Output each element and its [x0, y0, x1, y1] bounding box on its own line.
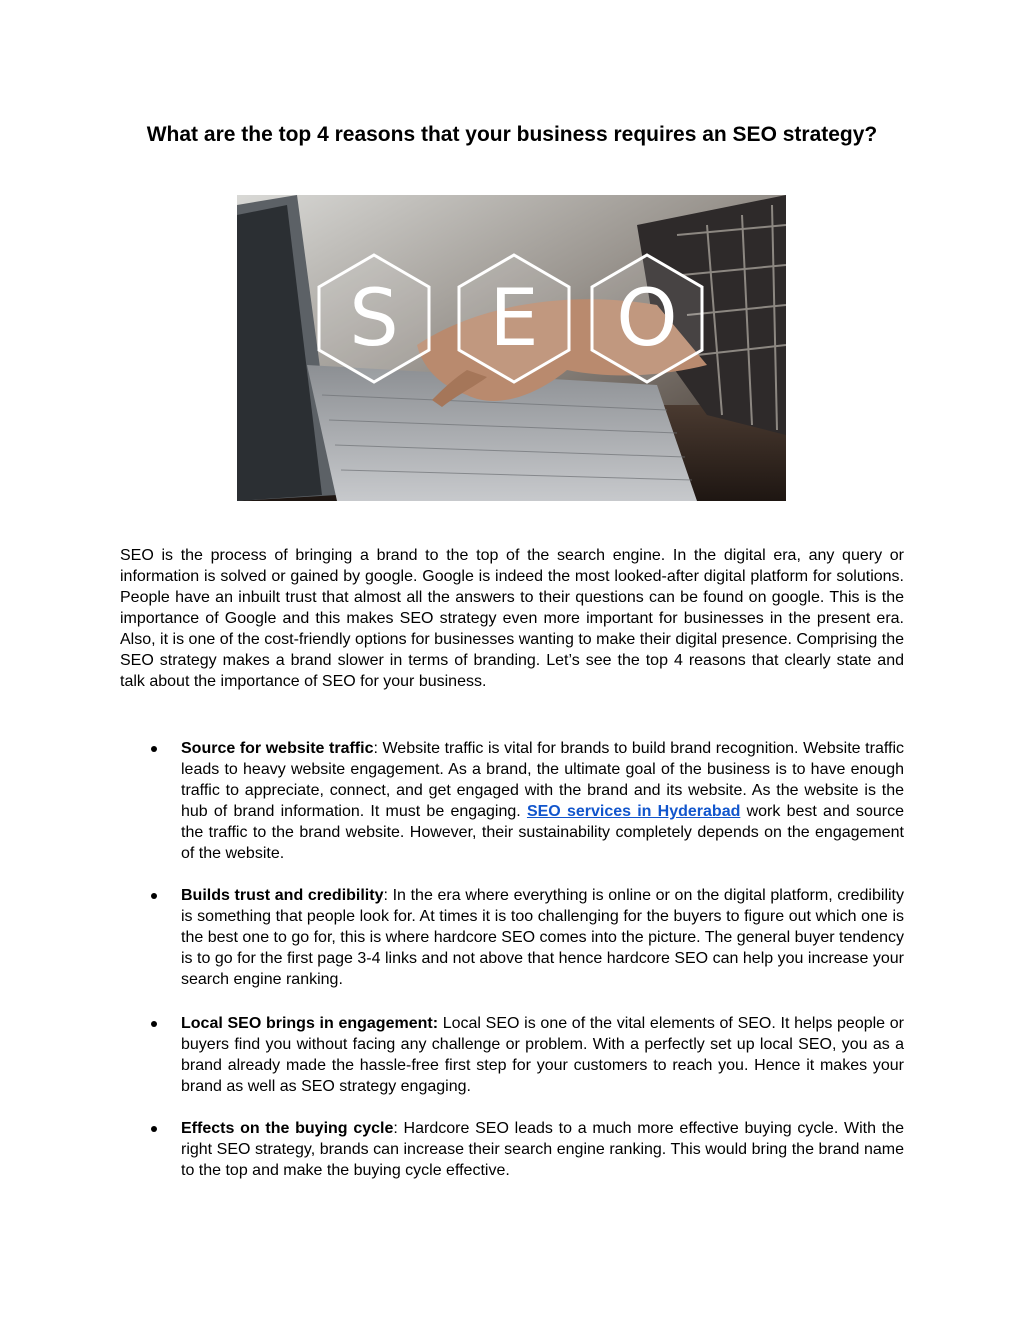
reason-text [181, 738, 904, 864]
intro-paragraph: SEO is the process of bringing a brand to the top of the search engine. In the digital era, any query or information is solved or gained by google. Google is indeed the most looked-after digital platform for solutions. People have an inbuilt trust that almost all the answers to their questions can be found on google. This is the importance of Google and this makes SEO strategy even more important for businesses in the present era. Also, it is one of the cost-friendly options for businesses wanting to make their digital presence. Comprising the SEO strategy makes a brand slower in terms of branding. Let’s see the top 4 reasons that clearly state and talk about the importance of SEO for your business. [120, 547, 904, 690]
reason-text [181, 885, 904, 990]
reason-text [181, 1118, 904, 1181]
hex-letter-o: O [616, 274, 678, 364]
seo-services-link[interactable]: SEO services in Hyderabad [526, 803, 741, 820]
seo-hero-image [237, 195, 786, 501]
reason-body: : Website traffic is vital for brands to build brand recognition. Website traffic leads to heavy website engagement. As a brand, the ultimate goal of the business is to have enough traffic to appreciate, connect, and get engaged with the brand and its website. As the website is the hub of brand information. It must be engaging. [181, 740, 904, 820]
page-title: What are the top 4 reasons that your business requires an SEO strategy? [146, 123, 878, 146]
hex-letter-s: S [349, 274, 399, 364]
reason-heading: Source for website traffic [181, 740, 374, 757]
reason-body: : Hardcore SEO leads to a much more effective buying cycle. With the right SEO strategy, brands can increase their search engine ranking. This would bring the brand name to the top and make the buying cycle effective. [181, 1120, 904, 1179]
bullet-icon [151, 1021, 157, 1027]
hex-letter-e: E [489, 274, 539, 364]
reason-heading: Local SEO brings in engagement: [181, 1015, 439, 1032]
bullet-icon [151, 893, 157, 899]
reason-body: Local SEO is one of the vital elements of SEO. It helps people or buyers find you without facing any challenge or problem. With a perfectly set up local SEO, you as a brand already made the hassle-free first step for your customers to reach you. Hence it makes your brand as well as SEO strategy engaging. [181, 1015, 904, 1095]
reason-body-continued: work best and source the traffic to the brand website. However, their sustainability completely depends on the engagement of the website. [181, 803, 904, 862]
reason-body: : In the era where everything is online or on the digital platform, credibility is something that people look for. At times it is too challenging for the buyers to figure out which one is the best one to go for, this is where hardcore SEO comes into the picture. The general buyer tendency is to go for the first page 3-4 links and not above that hence hardcore SEO can help you increase your search engine ranking. [181, 887, 904, 988]
reason-heading: Effects on the buying cycle [181, 1120, 394, 1137]
reason-heading: Builds trust and credibility [181, 887, 384, 904]
reason-text [181, 1013, 904, 1097]
bullet-icon [151, 1126, 157, 1132]
bullet-icon [151, 746, 157, 752]
